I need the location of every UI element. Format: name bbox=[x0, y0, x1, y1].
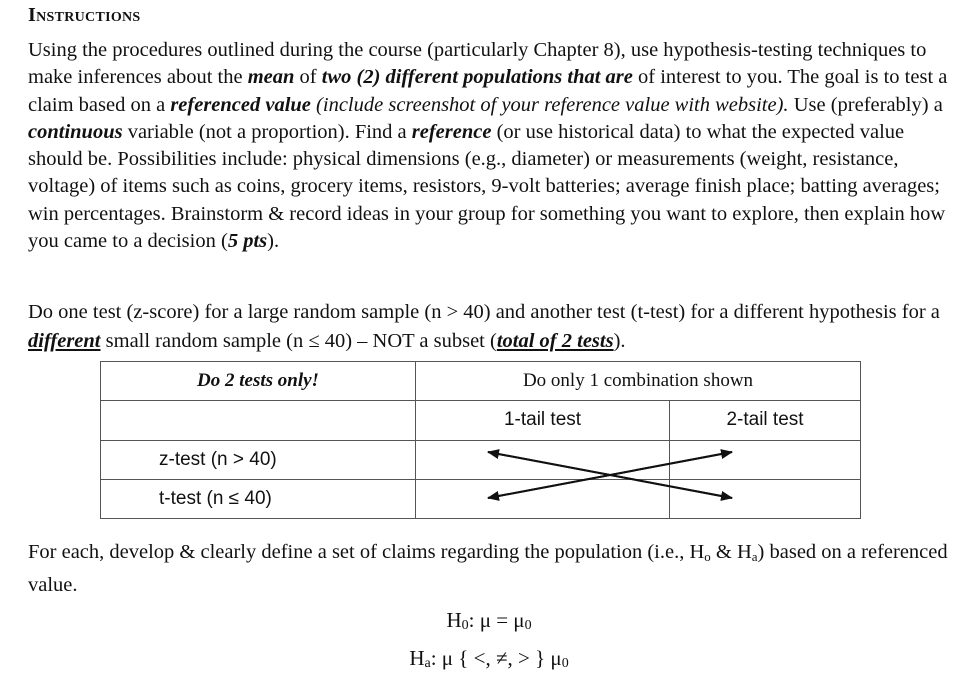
table-header-label: Do only 1 combination shown bbox=[416, 362, 861, 401]
col-header-one-tail: 1-tail test bbox=[416, 401, 670, 440]
row-label-t-test: t-test (n ≤ 40) bbox=[101, 479, 416, 518]
intro-paragraph: Using the procedures outlined during the course (particularly Chapter 8), use hypothesis-testing techniques to make inferences about the mean of two (2) different populations that are of interest to you. The goal is to test a claim based on a referenced value (include screenshot of your reference value with website). Use (preferably) a continuous variable (not a proportion). Find a reference (or use historical data) to what the expected value should be. Possibilities include: physical dimensions (e.g., diameter) or measurements (weight, resistance, voltage) of items such as coins, grocery items, resistors, 9-volt batteries; average finish place; batting averages; win percentages. Brainstorm & record ideas in your group for something you want to explore, then explain how you came to a decision (5 pts). bbox=[28, 39, 948, 253]
row-label-z-test: z-test (n > 40) bbox=[101, 440, 416, 479]
alternative-hypothesis: $H_a$: μ { <, ≠, > } $\mu_0$ bbox=[409, 646, 569, 671]
tests-paragraph: Do one test (z-score) for a large random sample (n > 40) and another test (t-test) for a different hypothesis for a different small random sample (n ≤ 40) – NOT a subset (total of 2 tests). bbox=[28, 301, 940, 352]
claims-paragraph: For each, develop & clearly define a set of claims regarding the population (i.e., $H_o$ & $H_a$) based on a referenced value. bbox=[28, 541, 948, 596]
col-header-two-tail: 2-tail test bbox=[670, 401, 861, 440]
table-corner-label: Do 2 tests only! bbox=[101, 362, 416, 401]
null-hypothesis: $H_0$: $\mu = \mu_0$ bbox=[446, 608, 532, 633]
instructions-heading: Instructions bbox=[28, 4, 141, 26]
